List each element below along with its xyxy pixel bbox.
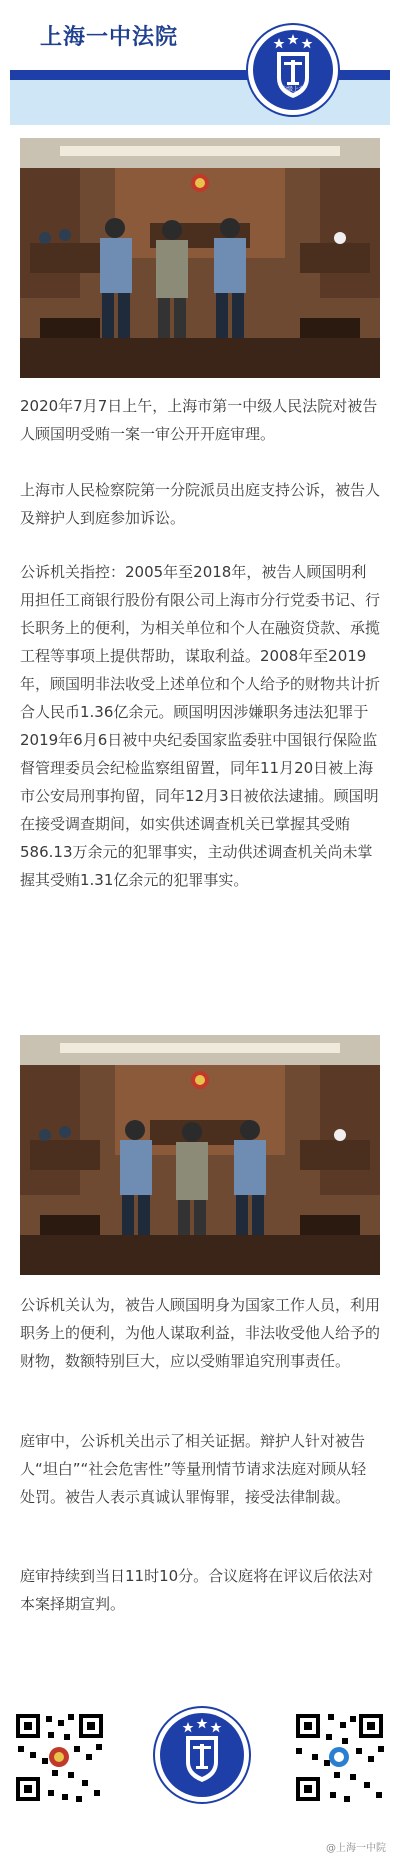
page-header bbox=[0, 0, 400, 130]
weibo-watermark: @上海一中院 bbox=[326, 1843, 386, 1854]
court-title: 上海一中法院 bbox=[40, 25, 179, 50]
paragraph-opening: 2020年7月7日上午，上海市第一中级人民法院对被告人顾国明受贿一案一审公开开庭审理。 bbox=[20, 397, 378, 443]
page-footer bbox=[0, 1680, 400, 1860]
qr-code-right[interactable] bbox=[292, 1710, 387, 1805]
svg-text:中级上海: 中级上海 bbox=[280, 86, 306, 93]
paragraph-conclusion: 庭审持续到当日11时10分。合议庭将在评议后依法对本案择期宣判。 bbox=[20, 1567, 374, 1613]
paragraph-prosecution-view: 公诉机关认为，被告人顾国明身为国家工作人员，利用职务上的便利，为他人谋取利益，非法收受他人给予的财物，数额特别巨大，应以受贿罪追究刑事责任。 bbox=[20, 1296, 381, 1370]
paragraph-charges: 公诉机关指控：2005年至2018年，被告人顾国明利用担任工商银行股份有限公司上海市分行党委书记、行长职务上的便利，为相关单位和个人在融资贷款、承揽工程等事项上提供帮助，谋取利益。2008年至2019年，顾国明非法收受上述单位和个人给予的财物共计折合人民币1.36亿余元。顾国明因涉嫌职务违法犯罪于2019年6月6日被中央纪委国家监委驻中国银行保险监督管理委员会纪检监察组留置，同年11月20日被上海市公安局刑事拘留，同年12月3日被依法逮捕。顾国明在接受调查期间，如实供述调查机关已掌握其受贿586.13万余元的犯罪事实，主动供述调查机关尚未掌握其受贿1.31亿余元的犯罪事实。 bbox=[20, 563, 381, 889]
paragraph-parties: 上海市人民检察院第一分院派员出庭支持公诉，被告人及辩护人到庭参加诉讼。 bbox=[20, 481, 381, 527]
paragraph-trial-evidence: 庭审中，公诉机关出示了相关证据。辩护人针对被告人“坦白”“社会危害性”等量刑情节请求法庭对顾从轻处罚。被告人表示真诚认罪悔罪，接受法律制裁。 bbox=[20, 1432, 367, 1506]
courtroom-photo-1 bbox=[20, 138, 380, 378]
court-emblem-footer-icon bbox=[152, 1700, 252, 1810]
qr-code-left[interactable] bbox=[12, 1710, 107, 1805]
court-emblem-icon bbox=[245, 22, 341, 118]
courtroom-photo-2 bbox=[20, 1035, 380, 1275]
